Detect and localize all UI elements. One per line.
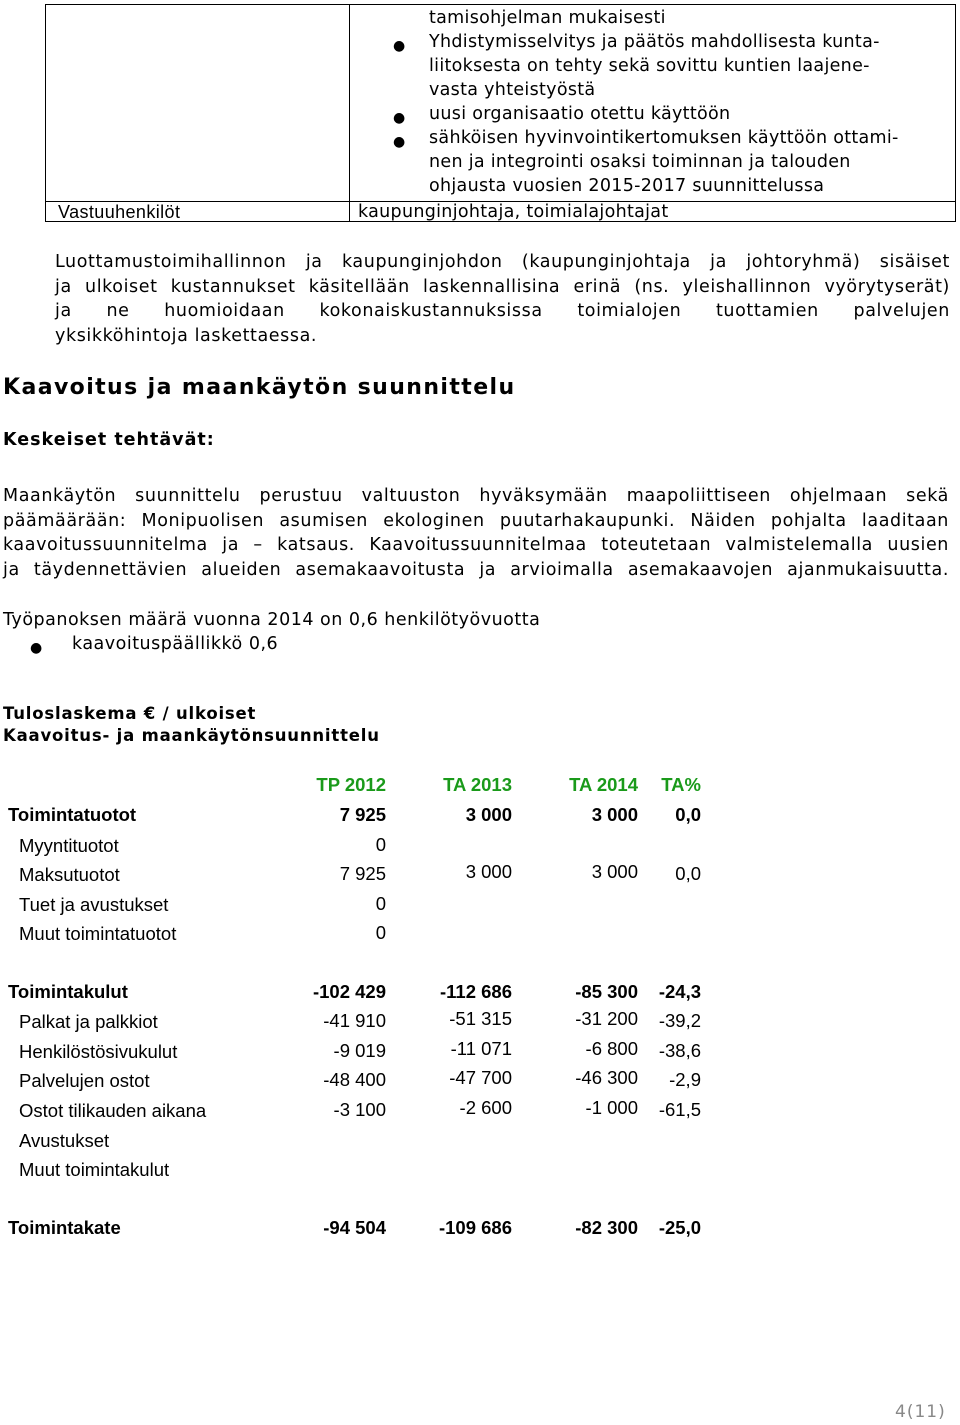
table-cell: -61,5 — [658, 1099, 701, 1120]
workload-text: Työpanoksen määrä vuonna 2014 on 0,6 henkilötyövuotta — [3, 610, 541, 630]
table-cell: -2,9 — [669, 1069, 701, 1090]
table-cell: -6 800 — [585, 1038, 638, 1059]
table-cell: -9 019 — [333, 1040, 386, 1061]
paragraph-line: Luottamustoimihallinnon ja kaupunginjohdon (kaupunginjohtaja ja johtoryhmä) sisäiset — [55, 252, 950, 272]
bullet-icon: ● — [393, 38, 406, 54]
column-header: TA 2014 — [569, 774, 638, 795]
bullet-icon: ● — [393, 110, 406, 126]
table-cell-line: sähköisen hyvinvointikertomuksen käyttöön ottami- — [429, 128, 899, 148]
table-cell: 7 925 — [339, 863, 386, 884]
table-cell: -82 300 — [575, 1217, 638, 1238]
column-header: TA% — [661, 774, 701, 795]
column-header: TA 2013 — [443, 774, 512, 795]
section-title: Kaavoitus ja maankäytön suunnittelu — [3, 375, 516, 400]
row-label: Toimintakulut — [8, 981, 128, 1002]
table-cell: 0 — [375, 922, 386, 943]
table-cell: -94 504 — [323, 1217, 386, 1238]
table-cell: -102 429 — [312, 981, 386, 1002]
table-cell: -51 315 — [449, 1008, 512, 1029]
table-cell: 0,0 — [675, 863, 701, 884]
table-cell: -2 600 — [459, 1097, 512, 1118]
tasks-paragraph — [3, 484, 949, 582]
bullet-icon: ● — [30, 640, 43, 656]
bullet-icon: ● — [393, 134, 406, 150]
table-cell-line: nen ja integrointi osaksi toiminnan ja talouden — [429, 152, 851, 172]
statement-subtitle: Kaavoitus- ja maankäytönsuunnittelu — [3, 726, 380, 745]
table-cell: 7 925 — [339, 804, 386, 825]
table-cell-line: tamisohjelman mukaisesti — [429, 8, 666, 28]
table-cell-line: Yhdistymisselvitys ja päätös mahdollisesta kunta- — [429, 32, 880, 52]
subsection-title: Keskeiset tehtävät: — [3, 430, 215, 450]
table-cell: -1 000 — [585, 1097, 638, 1118]
row-label: Tuet ja avustukset — [19, 894, 169, 915]
paragraph-line: ja ne huomioidaan kokonaiskustannuksissa toimialojen tuottamien palvelujen — [55, 301, 950, 321]
row-label: Vastuuhenkilöt — [58, 202, 181, 222]
table-cell: 0 — [375, 834, 386, 855]
table-cell: -41 910 — [323, 1010, 386, 1031]
row-label: Maksutuotot — [19, 864, 120, 885]
page-number: 4(11) — [895, 1402, 946, 1422]
table-cell: -112 686 — [439, 981, 512, 1002]
statement-title: Tuloslaskema € / ulkoiset — [3, 704, 257, 723]
paragraph-line: päämäärään: Monipuolisen asumisen ekologinen puutarhakaupunki. Näiden pohjalta laaditaan — [3, 510, 949, 531]
table-cell: -31 200 — [575, 1008, 638, 1029]
row-value: kaupunginjohtaja, toimialajohtajat — [358, 202, 669, 222]
paragraph-line: ja täydennettävien alueiden asemakaavoitusta ja arvioimalla asemakaavojen ajanmukaisuutta. — [3, 559, 949, 580]
table-cell-line: uusi organisaatio otettu käyttöön — [429, 104, 731, 124]
row-label: Muut toimintakulut — [19, 1159, 170, 1180]
table-cell: -46 300 — [575, 1067, 638, 1088]
table-cell: -85 300 — [575, 981, 638, 1002]
table-cell: -25,0 — [658, 1217, 701, 1238]
row-label: Myyntituotot — [19, 835, 119, 856]
table-cell: -3 100 — [333, 1099, 386, 1120]
intro-paragraph — [55, 250, 950, 348]
table-divider — [349, 5, 350, 221]
table-cell-line: vasta yhteistyöstä — [429, 80, 596, 100]
table-cell: -11 071 — [450, 1038, 512, 1059]
paragraph-line: yksikköhintoja laskettaessa. — [55, 325, 318, 346]
table-cell-line: ohjausta vuosien 2015-2017 suunnittelussa — [429, 176, 825, 196]
row-label: Avustukset — [19, 1130, 110, 1151]
paragraph-line: kaavoitussuunnitelma ja – katsaus. Kaavoitussuunnitelmaa toteutetaan valmistelemalla uusien — [3, 535, 949, 555]
workload-item: kaavoituspäällikkö 0,6 — [72, 634, 279, 654]
row-label: Henkilöstösivukulut — [19, 1041, 178, 1062]
table-cell: 0 — [375, 893, 386, 914]
table-cell: 3 000 — [591, 804, 638, 825]
table-cell: -109 686 — [438, 1217, 512, 1238]
row-label: Toimintakate — [8, 1217, 121, 1238]
row-label: Ostot tilikauden aikana — [19, 1100, 207, 1121]
row-label: Toimintatuotot — [8, 804, 137, 825]
paragraph-line: ja ulkoiset kustannukset käsitellään laskennallisina erinä (ns. yleishallinnon vyörytyserät) — [55, 276, 950, 297]
table-cell: -38,6 — [658, 1040, 701, 1061]
paragraph-line: Maankäytön suunnittelu perustuu valtuuston hyväksymään maapoliittiseen ohjelmaan sekä — [3, 486, 949, 506]
table-cell: 3 000 — [591, 861, 638, 882]
table-cell: -48 400 — [323, 1069, 386, 1090]
table-cell: -39,2 — [658, 1010, 701, 1031]
table-cell: -47 700 — [449, 1067, 512, 1088]
table-cell: 3 000 — [465, 861, 512, 882]
row-label: Palkat ja palkkiot — [19, 1011, 158, 1032]
table-cell: 3 000 — [465, 804, 512, 825]
table-cell: -24,3 — [658, 981, 701, 1002]
column-header: TP 2012 — [316, 774, 386, 795]
row-label: Palvelujen ostot — [19, 1070, 150, 1091]
table-cell-line: liitoksesta on tehty sekä sovittu kuntien laajene- — [429, 56, 870, 76]
row-label: Muut toimintatuotot — [19, 923, 177, 944]
table-cell: 0,0 — [675, 804, 701, 825]
